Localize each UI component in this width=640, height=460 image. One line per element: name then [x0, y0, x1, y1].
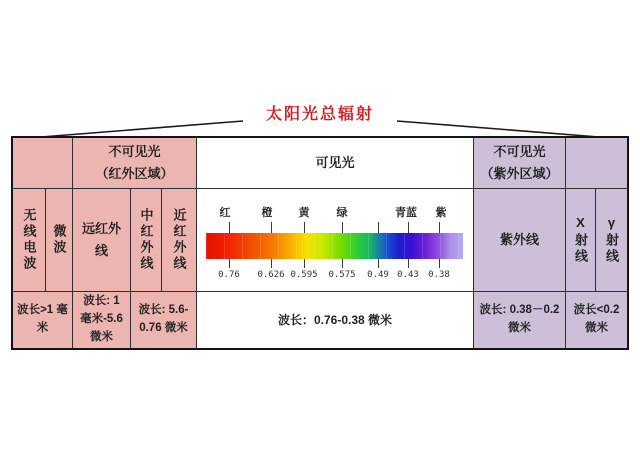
spectrum-label-green: 绿 [336, 207, 348, 219]
spectrum-value-038: 0.38 [428, 270, 450, 280]
spectrum-value-043: 0.43 [397, 270, 419, 280]
roof-lines [0, 0, 640, 150]
spectrum-value-0575: 0.575 [328, 270, 356, 280]
band-far-infrared-label: 远红外线 [81, 220, 121, 258]
wavelength-far-infrared: 波长: 1 毫米-5.6 微米 [72, 291, 130, 348]
header-empty-left [13, 138, 72, 188]
spectrum-value-0626: 0.626 [257, 270, 285, 280]
band-mid-infrared [130, 188, 161, 291]
spectrum-label-orange: 橙 [261, 207, 273, 219]
wavelength-ultraviolet: 波长: 0.38－0.2 微米 [473, 291, 565, 348]
spectrum-table [11, 136, 629, 350]
spectrum-value-0595: 0.595 [290, 270, 318, 280]
band-mid-infrared-label: 中红外线 [138, 208, 154, 272]
band-microwave-label: 微波 [51, 224, 67, 256]
band-gamma-label: γ射线 [604, 215, 619, 265]
header-infrared-line2: （红外区域） [95, 166, 174, 181]
spectrum-label-cyanblue: 青蓝 [395, 207, 417, 219]
wavelength-mid-near-infrared: 波长: 5.6-0.76 微米 [130, 291, 196, 348]
spectrum-label-yellow: 黄 [298, 207, 310, 219]
rainbow-spectrum-bar [206, 233, 463, 259]
header-uv-line2: （紫外区域） [480, 166, 559, 181]
band-xray [565, 188, 595, 291]
wavelength-radio-microwave: 波长>1 毫米 [13, 291, 72, 348]
spectrum-label-red: 红 [219, 207, 231, 219]
header-infrared-line1: 不可见光 [108, 143, 161, 159]
header-visible: 可见光 [196, 138, 473, 188]
band-radio-label: 无线电波 [21, 208, 37, 272]
band-microwave [45, 188, 72, 291]
header-infrared [72, 138, 196, 188]
band-ultraviolet [473, 188, 565, 291]
band-gamma [595, 188, 627, 291]
header-ultraviolet [473, 138, 565, 188]
band-xray-label: X射线 [573, 215, 588, 265]
band-radio-waves [13, 188, 45, 291]
band-near-infrared [161, 188, 196, 291]
band-near-infrared-label: 近红外线 [171, 208, 187, 272]
header-empty-right [565, 138, 627, 188]
spectrum-value-076: 0.76 [218, 270, 240, 280]
spectrum-value-049: 0.49 [367, 270, 389, 280]
visible-spectrum-panel [196, 188, 473, 291]
band-far-infrared [72, 188, 130, 291]
wavelength-xray-gamma: 波长<0.2 微米 [565, 291, 627, 348]
wavelength-visible: 波长：0.76-0.38 微米 [196, 291, 473, 348]
spectrum-label-violet: 紫 [435, 207, 447, 219]
header-uv-line1: 不可见光 [493, 143, 546, 159]
diagram-title: 太阳光总辐射 [265, 106, 374, 123]
band-ultraviolet-label: 紫外线 [499, 231, 539, 247]
